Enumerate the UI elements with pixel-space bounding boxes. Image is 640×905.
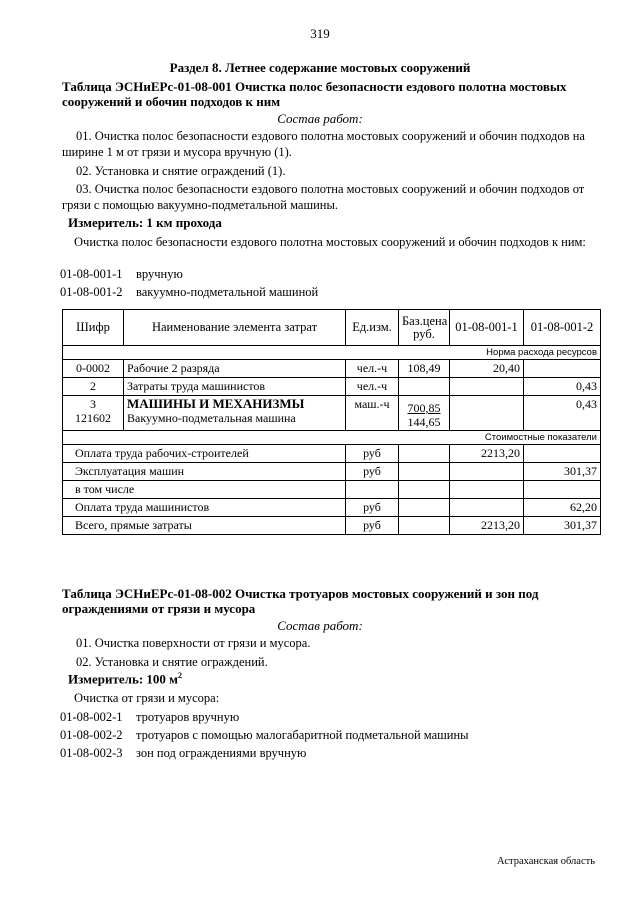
row-name — [124, 396, 346, 431]
total-name: Оплата труда машинистов — [63, 499, 346, 517]
header-code: Шифр — [63, 310, 124, 346]
norm-label: Норма расхода ресурсов — [63, 346, 601, 360]
row-value-2: 0,43 — [524, 396, 601, 431]
row-name: Затраты труда машинистов — [124, 378, 346, 396]
total-unit: руб — [346, 499, 399, 517]
total-row — [63, 499, 601, 517]
table2-code-row — [60, 728, 469, 743]
total-price — [399, 445, 450, 463]
total-row — [63, 517, 601, 535]
measure-text: Измеритель: 100 м — [68, 671, 179, 687]
table2-work-2: 02. Установка и снятие ограждений. — [76, 655, 268, 669]
header-col2: 01-08-001-2 — [524, 310, 601, 346]
code: 01-08-002-2 — [60, 728, 123, 742]
row-value-2 — [524, 360, 601, 378]
footer-region: Астраханская область — [497, 856, 595, 867]
total-unit — [346, 481, 399, 499]
total-name: Эксплуатация машин — [63, 463, 346, 481]
total-price — [399, 499, 450, 517]
code: 01-08-001-1 — [60, 267, 123, 281]
row-code — [63, 396, 124, 431]
header-col1: 01-08-001-1 — [450, 310, 524, 346]
total-value-1 — [450, 481, 524, 499]
group-name: МАШИНЫ И МЕХАНИЗМЫ — [127, 396, 305, 411]
table1-code-row — [60, 285, 318, 300]
code: 01-08-001-2 — [60, 285, 123, 299]
code-text: зон под ограждениями вручную — [136, 746, 307, 760]
total-price — [399, 463, 450, 481]
page-number: 319 — [310, 26, 330, 41]
total-name: в том числе — [63, 481, 346, 499]
norm-label-row — [63, 346, 601, 360]
table2-description: Очистка от грязи и мусора: — [74, 691, 220, 705]
table-header-row — [63, 310, 601, 346]
row-value-2: 0,43 — [524, 378, 601, 396]
code-text: вручную — [136, 267, 183, 281]
table1-work-1: 01. Очистка полос безопасности ездового полотна мостовых сооружений и обочин подходов на ширине 1 м от грязи и мусора вручную (1). — [62, 129, 585, 159]
row-code: 2 — [63, 378, 124, 396]
table2-title: Таблица ЭСНиЕРс-01-08-002 Очистка тротуаров мостовых сооружений и зон под ограждениями от грязи и мусора — [62, 586, 539, 616]
header-unit: Ед.изм. — [346, 310, 399, 346]
section-title: Раздел 8. Летнее содержание мостовых сооружений — [169, 60, 471, 75]
table-row — [63, 378, 601, 396]
total-unit: руб — [346, 517, 399, 535]
total-unit: руб — [346, 445, 399, 463]
total-value-2 — [524, 481, 601, 499]
row-unit: чел.-ч — [346, 360, 399, 378]
table2-sostav-label: Состав работ: — [277, 618, 363, 633]
table1-work-3: 03. Очистка полос безопасности ездового полотна мостовых сооружений и обочин подходов от грязи с помощью вакуумно-подметальной машины. — [62, 182, 585, 212]
table2-measure — [68, 671, 182, 687]
code-text: вакуумно-подметальной машиной — [136, 285, 319, 299]
row-value-1 — [450, 378, 524, 396]
total-price — [399, 481, 450, 499]
row-unit: маш.-ч — [346, 396, 399, 431]
total-row — [63, 463, 601, 481]
cost-label: Стоимостные показатели — [63, 431, 601, 445]
total-name: Всего, прямые затраты — [63, 517, 346, 535]
table1-measure: Измеритель: 1 км прохода — [68, 215, 222, 230]
price-top: 700,85 — [407, 401, 441, 415]
total-value-2 — [524, 445, 601, 463]
row-price: 108,49 — [399, 360, 450, 378]
total-row — [63, 481, 601, 499]
code: 01-08-002-3 — [60, 746, 123, 760]
total-value-2: 62,20 — [524, 499, 601, 517]
total-value-1: 2213,20 — [450, 445, 524, 463]
header-price: Баз.цена руб. — [399, 310, 450, 346]
cost-table — [62, 309, 601, 535]
total-price — [399, 517, 450, 535]
machine-name: Вакуумно-подметальная машина — [127, 411, 296, 425]
price-bottom: 144,65 — [407, 415, 441, 429]
machine-code: 121602 — [75, 411, 111, 425]
total-value-1: 2213,20 — [450, 517, 524, 535]
row-price — [399, 396, 450, 431]
total-value-1 — [450, 463, 524, 481]
row-unit: чел.-ч — [346, 378, 399, 396]
table1-work-2: 02. Установка и снятие ограждений (1). — [76, 164, 286, 178]
total-unit: руб — [346, 463, 399, 481]
group-code: 3 — [90, 397, 96, 411]
table2-work-1: 01. Очистка поверхности от грязи и мусора. — [76, 636, 311, 650]
total-name: Оплата труда рабочих-строителей — [63, 445, 346, 463]
total-row — [63, 445, 601, 463]
table-row — [63, 396, 601, 431]
table1-description: Очистка полос безопасности ездового полотна мостовых сооружений и обочин подходов к ним: — [74, 235, 586, 249]
code: 01-08-002-1 — [60, 710, 123, 724]
total-value-2: 301,37 — [524, 463, 601, 481]
row-price — [399, 378, 450, 396]
code-text: тротуаров с помощью малогабаритной подметальной машины — [136, 728, 469, 742]
measure-sup: 2 — [178, 671, 183, 680]
table-row — [63, 360, 601, 378]
row-code: 0-0002 — [63, 360, 124, 378]
table2-code-row — [60, 746, 306, 761]
total-value-2: 301,37 — [524, 517, 601, 535]
row-value-1 — [450, 396, 524, 431]
total-value-1 — [450, 499, 524, 517]
cost-label-row — [63, 431, 601, 445]
row-name: Рабочие 2 разряда — [124, 360, 346, 378]
table2-code-row — [60, 710, 239, 725]
table1-sostav-label: Состав работ: — [277, 111, 363, 126]
code-text: тротуаров вручную — [136, 710, 240, 724]
header-name: Наименование элемента затрат — [124, 310, 346, 346]
table1-title: Таблица ЭСНиЕРс-01-08-001 Очистка полос безопасности ездового полотна мостовых сооружений и обочин подходов к ним — [62, 79, 567, 109]
row-value-1: 20,40 — [450, 360, 524, 378]
table1-code-row — [60, 267, 183, 282]
